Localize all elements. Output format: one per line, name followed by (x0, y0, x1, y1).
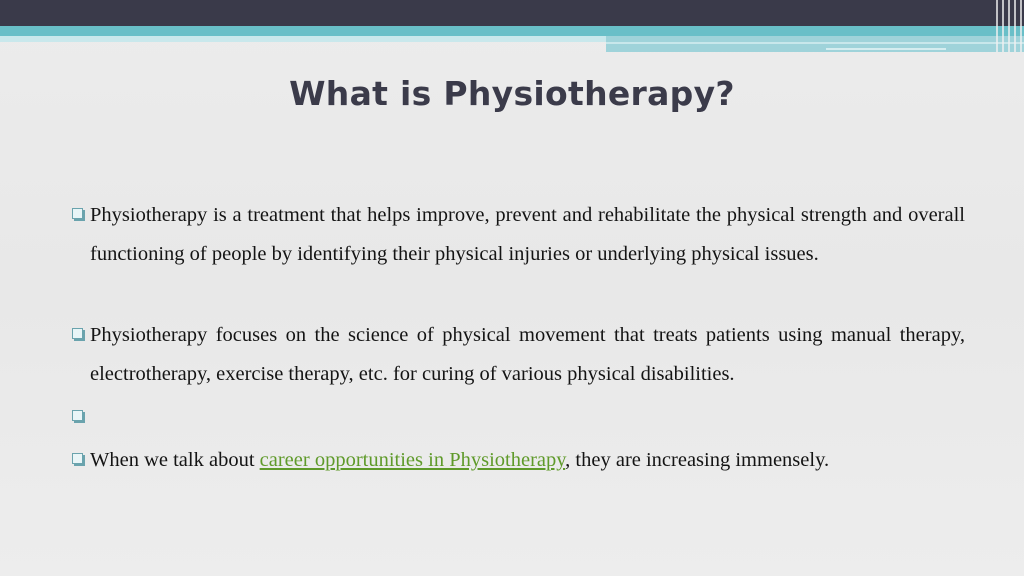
accent-line (826, 48, 946, 50)
checkbox-square-icon (72, 328, 83, 339)
checkbox-square-icon (72, 410, 83, 421)
slide-title: What is Physiotherapy? (289, 74, 735, 113)
checkbox-square-icon (72, 208, 83, 219)
header-accent-band (0, 26, 1024, 36)
list-item (72, 441, 965, 480)
list-item (72, 316, 965, 394)
checkbox-square-icon (72, 453, 83, 464)
bullet-text: Physiotherapy focuses on the science of physical movement that treats patients using manual therapy, electrotherapy, exercise therapy, etc. for curing of various physical disabilities. (90, 324, 965, 385)
decorative-stripes (992, 0, 1024, 52)
bullet-text: Physiotherapy is a treatment that helps improve, prevent and rehabilitate the physical strength and overall functioning of people by identifying their physical injuries or underlying physical issues. (90, 204, 965, 265)
accent-line (606, 42, 1024, 44)
header-accent-right (606, 36, 1024, 52)
career-opportunities-link[interactable]: career opportunities in Physiotherapy (259, 449, 566, 471)
bullet-list (72, 196, 965, 480)
bullet-text-suffix: , they are increasing immensely. (565, 449, 830, 471)
header-accent-light (0, 36, 606, 42)
header-bar (0, 0, 1024, 26)
list-item (72, 196, 965, 274)
list-item (72, 398, 965, 437)
bullet-text-prefix: When we talk about (90, 449, 260, 471)
